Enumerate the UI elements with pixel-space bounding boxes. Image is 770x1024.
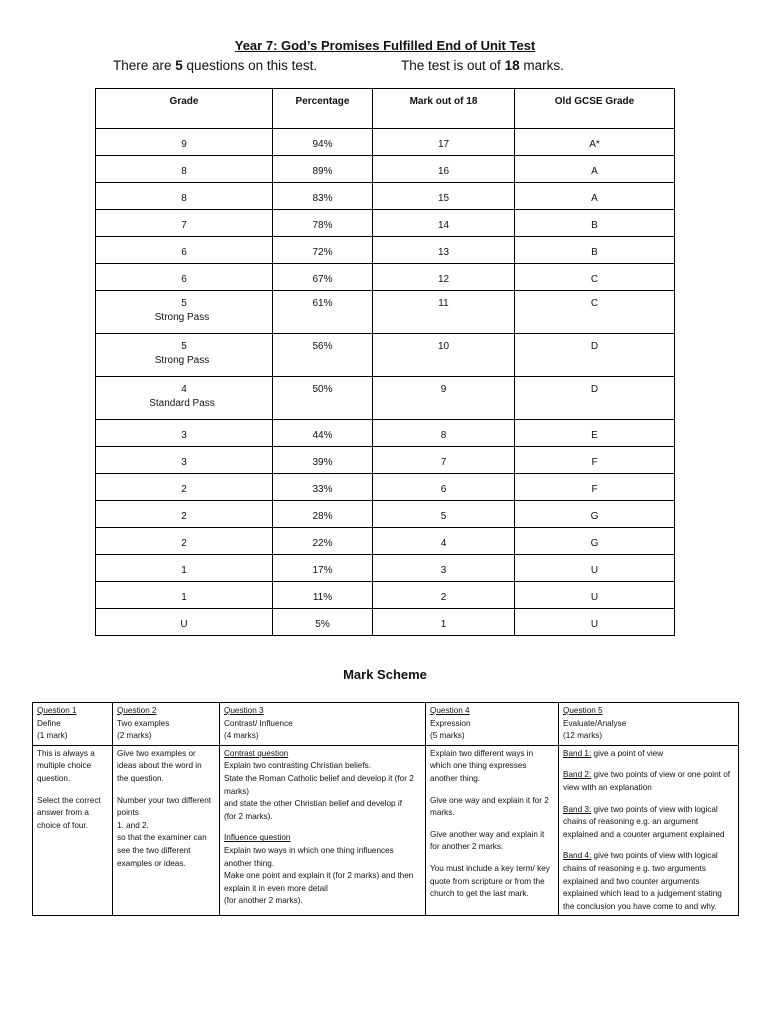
grade-row <box>96 528 675 555</box>
band-1-text: give a point of view <box>591 748 664 758</box>
q4-body-1: Explain two different ways in which one thing expresses another thing. <box>430 748 534 783</box>
old-grade-cell <box>515 291 675 334</box>
q2-header <box>113 703 220 746</box>
old-grade-cell <box>515 447 675 474</box>
grade-cell <box>96 528 273 555</box>
percentage-cell-value: 33% <box>312 484 333 495</box>
questions-suffix: questions on this test. <box>182 58 318 73</box>
q5-band-1 <box>563 748 734 761</box>
q4-marks: (5 marks) <box>430 731 465 741</box>
q5-header <box>559 703 739 746</box>
q3-contrast-1: Explain two contrasting Christian beliefs. <box>224 761 371 771</box>
percentage-cell <box>273 210 373 237</box>
mark-scheme-table <box>32 702 739 916</box>
percentage-cell-value: 50% <box>312 384 333 395</box>
mark-cell-value: 17 <box>437 139 450 150</box>
mark-cell-value: 11 <box>438 298 449 309</box>
mark-cell <box>373 501 515 528</box>
mark-cell-value: 13 <box>437 247 450 258</box>
marks-info <box>401 58 564 73</box>
mark-cell <box>373 334 515 377</box>
q2-body <box>113 745 220 916</box>
old-grade-cell <box>515 210 675 237</box>
grade-cell-value: 5 <box>181 298 187 309</box>
old-grade-cell <box>515 156 675 183</box>
old-grade-cell-value: F <box>591 484 598 495</box>
percentage-cell-value: 89% <box>312 166 333 177</box>
percentage-cell-value: 56% <box>312 341 333 352</box>
grade-cell <box>96 264 273 291</box>
grade-cell <box>96 210 273 237</box>
grade-row <box>96 183 675 210</box>
grade-row <box>96 474 675 501</box>
mark-cell <box>373 237 515 264</box>
mark-cell <box>373 420 515 447</box>
old-grade-cell <box>515 609 675 636</box>
grade-cell <box>96 609 273 636</box>
questions-info <box>113 58 317 73</box>
q1-body <box>33 745 113 916</box>
marks-prefix: The test is out of <box>401 58 505 73</box>
header-grade: Grade <box>96 89 273 129</box>
grade-cell-value: 9 <box>181 139 187 150</box>
grade-row <box>96 609 675 636</box>
old-grade-cell <box>515 501 675 528</box>
mark-cell <box>373 447 515 474</box>
percentage-cell <box>273 237 373 264</box>
q1-heading: Question 1 <box>37 706 77 715</box>
grade-row <box>96 210 675 237</box>
old-grade-cell-value: C <box>590 298 599 309</box>
old-grade-cell-value: A <box>591 166 598 177</box>
old-grade-cell <box>515 528 675 555</box>
old-grade-cell <box>515 264 675 291</box>
mark-cell <box>373 609 515 636</box>
header-old-grade: Old GCSE Grade <box>515 89 675 129</box>
q4-body-4: You must include a key term/ key quote from scripture or from the church to get the last mark. <box>430 863 550 899</box>
q4-body-3: Give another way and explain it for another 2 marks. <box>430 829 545 852</box>
grade-cell-value: U <box>180 619 188 630</box>
grade-cell-value: 4 <box>181 384 187 395</box>
old-grade-cell-value: U <box>590 619 599 630</box>
pass-label: Strong Pass <box>154 312 210 323</box>
q3-influence-heading: Influence question <box>224 833 291 843</box>
q4-body <box>426 745 559 916</box>
mark-cell-value: 2 <box>440 592 447 603</box>
percentage-cell <box>273 501 373 528</box>
grade-cell-value: 2 <box>181 484 187 495</box>
mark-cell-value: 6 <box>440 484 447 495</box>
grade-cell <box>96 183 273 210</box>
percentage-cell <box>273 377 373 420</box>
mark-scheme-body-row <box>33 745 739 916</box>
percentage-cell <box>273 334 373 377</box>
marks-suffix: marks. <box>519 58 564 73</box>
grade-cell-value: 3 <box>181 430 187 441</box>
mark-cell-value: 4 <box>440 538 447 549</box>
old-grade-cell <box>515 474 675 501</box>
percentage-cell <box>273 183 373 210</box>
header-mark: Mark out of 18 <box>373 89 515 129</box>
percentage-cell <box>273 156 373 183</box>
band-4-text: give two points of view with logical chains of reasoning e.g. two arguments explained and two counter arguments explained which lead to a judgement stating the conclusion you have come to and why. <box>563 851 722 911</box>
grade-cell-value: 8 <box>181 193 187 204</box>
q3-contrast-heading: Contrast question <box>224 748 289 758</box>
q2-marks: (2 marks) <box>117 731 152 741</box>
percentage-cell <box>273 420 373 447</box>
grade-row <box>96 377 675 420</box>
q5-band-4 <box>563 850 734 913</box>
grade-cell <box>96 582 273 609</box>
percentage-cell-value: 5% <box>315 619 330 630</box>
q3-influence-2: Make one point and explain it (for 2 marks) and then explain it in even more detail <box>224 871 414 893</box>
percentage-cell-value: 17% <box>312 565 333 576</box>
grade-table-header <box>96 89 675 129</box>
mark-cell-value: 9 <box>440 384 447 395</box>
grade-cell <box>96 501 273 528</box>
mark-cell-value: 7 <box>440 457 447 468</box>
mark-cell <box>373 528 515 555</box>
header-percentage: Percentage <box>273 89 373 129</box>
q5-heading: Question 5 <box>563 706 603 715</box>
percentage-cell-value: 67% <box>312 274 333 285</box>
q4-type: Expression <box>430 718 471 728</box>
q5-band-2 <box>563 769 734 794</box>
old-grade-cell <box>515 377 675 420</box>
q4-body-2: Give one way and explain it for 2 marks. <box>430 795 549 818</box>
grade-cell <box>96 474 273 501</box>
grade-cell-value: 6 <box>181 247 187 258</box>
questions-count: 5 <box>175 58 183 73</box>
q1-type: Define <box>37 718 61 728</box>
percentage-cell-value: 94% <box>312 139 333 150</box>
grade-row <box>96 237 675 264</box>
grade-cell <box>96 420 273 447</box>
band-3-text: give two points of view with logical chains of reasoning e.g. an argument explained and a counter argument explained <box>563 804 725 839</box>
grade-row <box>96 334 675 377</box>
q1-header <box>33 703 113 746</box>
mark-cell <box>373 129 515 156</box>
mark-scheme-header-row <box>33 703 739 746</box>
grade-row <box>96 156 675 183</box>
mark-cell <box>373 582 515 609</box>
mark-cell <box>373 264 515 291</box>
band-1-label: Band 1: <box>563 748 592 758</box>
q3-heading: Question 3 <box>224 706 264 715</box>
old-grade-cell-value: B <box>591 247 598 258</box>
q5-body <box>559 745 739 916</box>
q3-contrast-3: and state the other Christian belief and develop if <box>224 799 402 809</box>
q3-body <box>220 745 426 916</box>
grade-cell-value: 2 <box>181 511 187 522</box>
q1-body-1: This is always a multiple choice question. <box>37 748 95 783</box>
grade-row <box>96 291 675 334</box>
old-grade-cell <box>515 555 675 582</box>
grade-cell <box>96 237 273 264</box>
mark-cell <box>373 555 515 582</box>
percentage-cell-value: 44% <box>312 430 333 441</box>
old-grade-cell <box>515 237 675 264</box>
percentage-cell <box>273 528 373 555</box>
grade-row <box>96 555 675 582</box>
grade-cell <box>96 129 273 156</box>
q5-band-3 <box>563 804 734 842</box>
page-title: Year 7: God’s Promises Fulfilled End of Unit Test <box>234 38 536 53</box>
grade-cell <box>96 447 273 474</box>
percentage-cell <box>273 582 373 609</box>
old-grade-cell-value: C <box>590 274 599 285</box>
mark-cell-value: 1 <box>440 619 447 630</box>
q2-body-2: Number your two different points <box>117 795 212 818</box>
grade-cell-value: 2 <box>181 538 187 549</box>
grade-cell <box>96 156 273 183</box>
percentage-cell <box>273 609 373 636</box>
mark-cell <box>373 291 515 334</box>
percentage-cell-value: 83% <box>312 193 333 204</box>
grade-row <box>96 264 675 291</box>
old-grade-cell-value: A <box>591 193 598 204</box>
mark-scheme-title: Mark Scheme <box>343 667 427 682</box>
band-2-text: give two points of view or one point of view with an explanation <box>563 770 731 792</box>
grade-cell-value: 3 <box>181 457 187 468</box>
q2-body-3: 1. and 2. <box>117 820 149 830</box>
mark-cell <box>373 377 515 420</box>
q3-contrast-2: State the Roman Catholic belief and develop it (for 2 marks) <box>224 773 414 796</box>
q1-marks: (1 mark) <box>37 731 68 741</box>
old-grade-cell-value: U <box>590 592 599 603</box>
grade-cell <box>96 555 273 582</box>
q2-type: Two examples <box>117 718 170 728</box>
q4-heading: Question 4 <box>430 706 470 715</box>
q3-influence-1: Explain two ways in which one thing influences another thing. <box>224 845 394 868</box>
percentage-cell-value: 39% <box>312 457 333 468</box>
pass-label: Standard Pass <box>149 398 215 409</box>
grade-cell <box>96 334 273 377</box>
grade-cell-value: 1 <box>181 565 187 576</box>
mark-cell-value: 14 <box>437 220 450 231</box>
old-grade-cell-value: D <box>590 341 599 352</box>
mark-cell-value: 16 <box>437 166 450 177</box>
q3-type: Contrast/ Influence <box>224 718 293 728</box>
mark-cell <box>373 156 515 183</box>
percentage-cell <box>273 264 373 291</box>
old-grade-cell-value: F <box>591 457 598 468</box>
grade-cell <box>96 291 273 334</box>
marks-total: 18 <box>504 58 520 73</box>
grade-table <box>95 88 675 636</box>
grade-row <box>96 420 675 447</box>
q5-type: Evaluate/Analyse <box>563 718 627 728</box>
percentage-cell <box>273 555 373 582</box>
percentage-cell <box>273 291 373 334</box>
mark-cell-value: 3 <box>440 565 447 576</box>
band-3-label: Band 3: <box>563 804 592 814</box>
old-grade-cell-value: E <box>591 430 598 441</box>
grade-row <box>96 447 675 474</box>
mark-cell <box>373 474 515 501</box>
percentage-cell-value: 11% <box>312 592 333 603</box>
percentage-cell-value: 78% <box>312 220 333 231</box>
old-grade-cell-value: G <box>590 511 599 522</box>
mark-cell-value: 15 <box>437 193 450 204</box>
band-2-label: Band 2: <box>563 770 592 780</box>
q5-marks: (12 marks) <box>563 731 603 741</box>
grade-cell-value: 6 <box>181 274 187 285</box>
pass-label: Strong Pass <box>154 355 210 366</box>
old-grade-cell-value: A* <box>589 139 600 150</box>
questions-prefix: There are <box>113 58 176 73</box>
mark-cell-value: 5 <box>440 511 447 522</box>
q3-marks: (4 marks) <box>224 731 259 741</box>
mark-cell <box>373 183 515 210</box>
old-grade-cell <box>515 582 675 609</box>
old-grade-cell-value: B <box>591 220 598 231</box>
band-4-label: Band 4: <box>563 851 592 861</box>
old-grade-cell <box>515 183 675 210</box>
percentage-cell-value: 28% <box>312 511 333 522</box>
grade-row <box>96 582 675 609</box>
percentage-cell-value: 22% <box>312 538 333 549</box>
q2-body-4: so that the examiner can see the two different examples or ideas. <box>117 833 207 868</box>
mark-cell-value: 8 <box>440 430 447 441</box>
percentage-cell-value: 61% <box>312 298 333 309</box>
grade-cell-value: 7 <box>181 220 187 231</box>
q1-body-2: Select the correct answer from a choice of four. <box>37 795 101 830</box>
mark-cell-value: 12 <box>437 274 450 285</box>
old-grade-cell <box>515 334 675 377</box>
grade-cell <box>96 377 273 420</box>
grade-row <box>96 501 675 528</box>
old-grade-cell-value: U <box>590 565 599 576</box>
grade-cell-value: 1 <box>181 592 187 603</box>
percentage-cell <box>273 447 373 474</box>
old-grade-cell <box>515 129 675 156</box>
q3-contrast-4: (for 2 marks). <box>224 811 273 821</box>
q2-body-1: Give two examples or ideas about the word in the question. <box>117 748 202 783</box>
q4-header <box>426 703 559 746</box>
old-grade-cell-value: G <box>590 538 599 549</box>
grade-row <box>96 129 675 156</box>
grade-cell-value: 8 <box>181 166 187 177</box>
q3-header <box>220 703 426 746</box>
mark-cell <box>373 210 515 237</box>
grade-cell-value: 5 <box>181 341 187 352</box>
old-grade-cell-value: D <box>590 384 599 395</box>
old-grade-cell <box>515 420 675 447</box>
percentage-cell <box>273 474 373 501</box>
q2-heading: Question 2 <box>117 706 157 715</box>
percentage-cell <box>273 129 373 156</box>
q3-influence-3: (for another 2 marks). <box>224 896 303 906</box>
percentage-cell-value: 72% <box>312 247 333 258</box>
mark-cell-value: 10 <box>437 341 450 352</box>
